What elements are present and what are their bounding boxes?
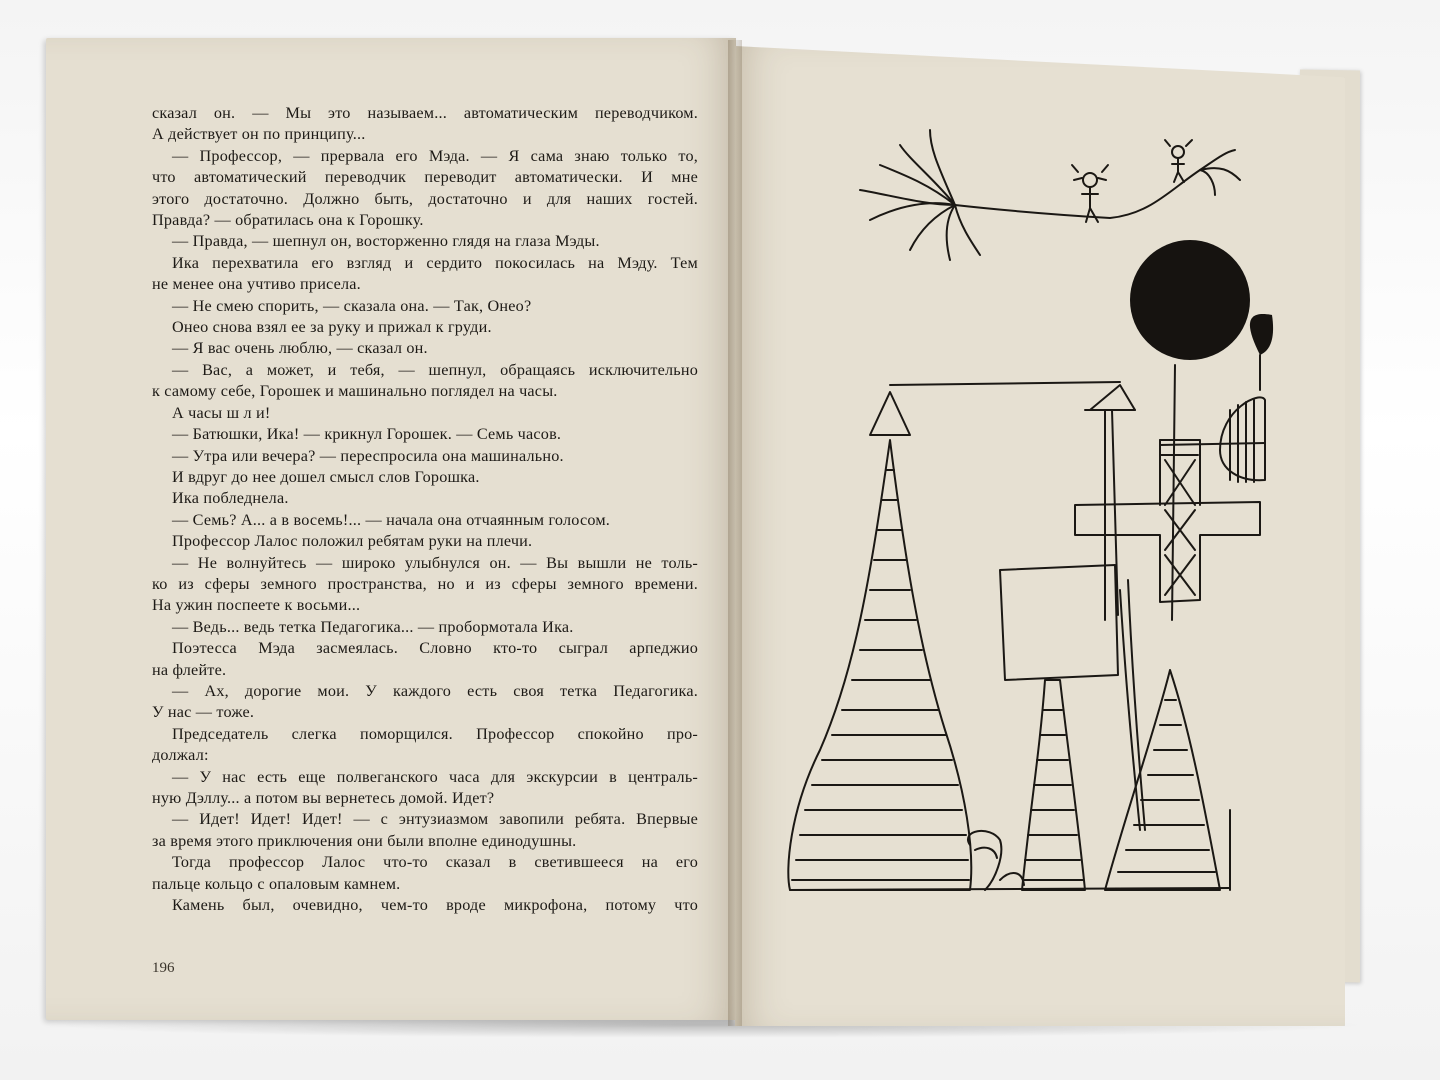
page-number: 196 bbox=[152, 960, 175, 976]
text-line: к самому себе, Горошек и машинально поглядел на часы. bbox=[152, 382, 558, 401]
text-line: за время этого приключения они были вполне единодушны. bbox=[152, 831, 577, 850]
text-line: сказал он. — Мы это называем... автоматическим переводчиком. bbox=[152, 104, 698, 122]
text-line: — Вас, а может, и тебя, — шепнул, обращаясь исключительно bbox=[172, 360, 698, 379]
text-line: пальце кольцо с опаловым камнем. bbox=[152, 874, 401, 893]
text-line: — Семь? А... а в восемь!... — начала она отчаянным голосом. bbox=[172, 510, 611, 529]
text-line: И вдруг до нее дошел смысл слов Горошка. bbox=[172, 467, 480, 486]
text-line: ную Дэллу... а потом вы вернетесь домой. Идет? bbox=[152, 789, 495, 807]
text-line: Ика побледнела. bbox=[172, 489, 289, 508]
text-line: что автоматический переводчик переводит автоматически. И мне bbox=[152, 168, 698, 187]
text-line: — Я вас очень люблю, — сказал он. bbox=[172, 339, 428, 358]
text-line: Тогда профессор Лалос что-то сказал в светившееся на его bbox=[172, 853, 698, 872]
text-line: У нас — тоже. bbox=[152, 703, 255, 722]
striped-cone-right-drawing bbox=[1105, 670, 1220, 890]
text-line: — Идет! Идет! Идет! — с энтузиазмом завопили ребята. Впервые bbox=[172, 810, 698, 829]
text-line: этого достаточно. Должно быть, достаточно и для наших гостей. bbox=[152, 189, 698, 208]
page-text bbox=[152, 103, 698, 916]
text-line: — Батюшки, Ика! — крикнул Горошек. — Семь часов. bbox=[172, 425, 562, 444]
text-line: — Ах, дорогие мои. У каждого есть своя тетка Педагогика. bbox=[172, 681, 698, 700]
text-line: Онео снова взял ее за руку и прижал к груди. bbox=[172, 318, 492, 337]
text-line: — Профессор, — прервала его Мэда. — Я сама знаю только то, bbox=[172, 146, 698, 165]
text-line: Профессор Лалос положил ребятам руки на плечи. bbox=[172, 532, 533, 551]
text-line: — У нас есть еще полвеганского часа для экскурсии в централь- bbox=[172, 767, 698, 786]
text-line: ко из сферы земного пространства, но и из сферы земного времени. bbox=[152, 574, 698, 593]
text-line: А часы ш л и! bbox=[172, 403, 271, 422]
book-spine-gutter bbox=[728, 40, 742, 1026]
text-line: на флейте. bbox=[152, 660, 227, 679]
text-line: Председатель слегка поморщился. Профессор спокойно про- bbox=[172, 724, 698, 743]
text-line: А действует он по принципу... bbox=[152, 125, 366, 144]
ink-illustration bbox=[760, 110, 1320, 910]
striped-cone-large-drawing bbox=[788, 440, 971, 890]
text-line: — Утра или вечера? — переспросила она машинально. bbox=[172, 446, 564, 465]
text-line: — Ведь... ведь тетка Педагогика... — пробормотала Ика. bbox=[172, 617, 574, 636]
text-line: Камень был, очевидно, чем-то вроде микрофона, потому что bbox=[172, 896, 698, 915]
striped-cone-middle-drawing bbox=[1022, 680, 1085, 890]
text-line: должал: bbox=[152, 746, 209, 765]
text-line: На ужин поспеете к восьми... bbox=[152, 596, 361, 615]
black-sun-drawing bbox=[1130, 240, 1250, 360]
text-line: — Не волнуйтесь — широко улыбнулся он. — Вы вышли не толь- bbox=[172, 553, 698, 572]
text-line: Ика перехватила его взгляд и сердито покосилась на Мэду. Тем bbox=[172, 253, 698, 272]
text-line: — Не смею спорить, — сказала она. — Так, Онео? bbox=[172, 296, 532, 315]
text-line: Правда? — обратилась она к Горошку. bbox=[152, 211, 424, 230]
text-line: Поэтесса Мэда засмеялась. Словно кто-то сыграл арпеджио bbox=[172, 639, 698, 658]
text-line: — Правда, — шепнул он, восторженно глядя на глаза Мэды. bbox=[172, 232, 600, 251]
text-line: не менее она учтиво присела. bbox=[152, 275, 361, 294]
